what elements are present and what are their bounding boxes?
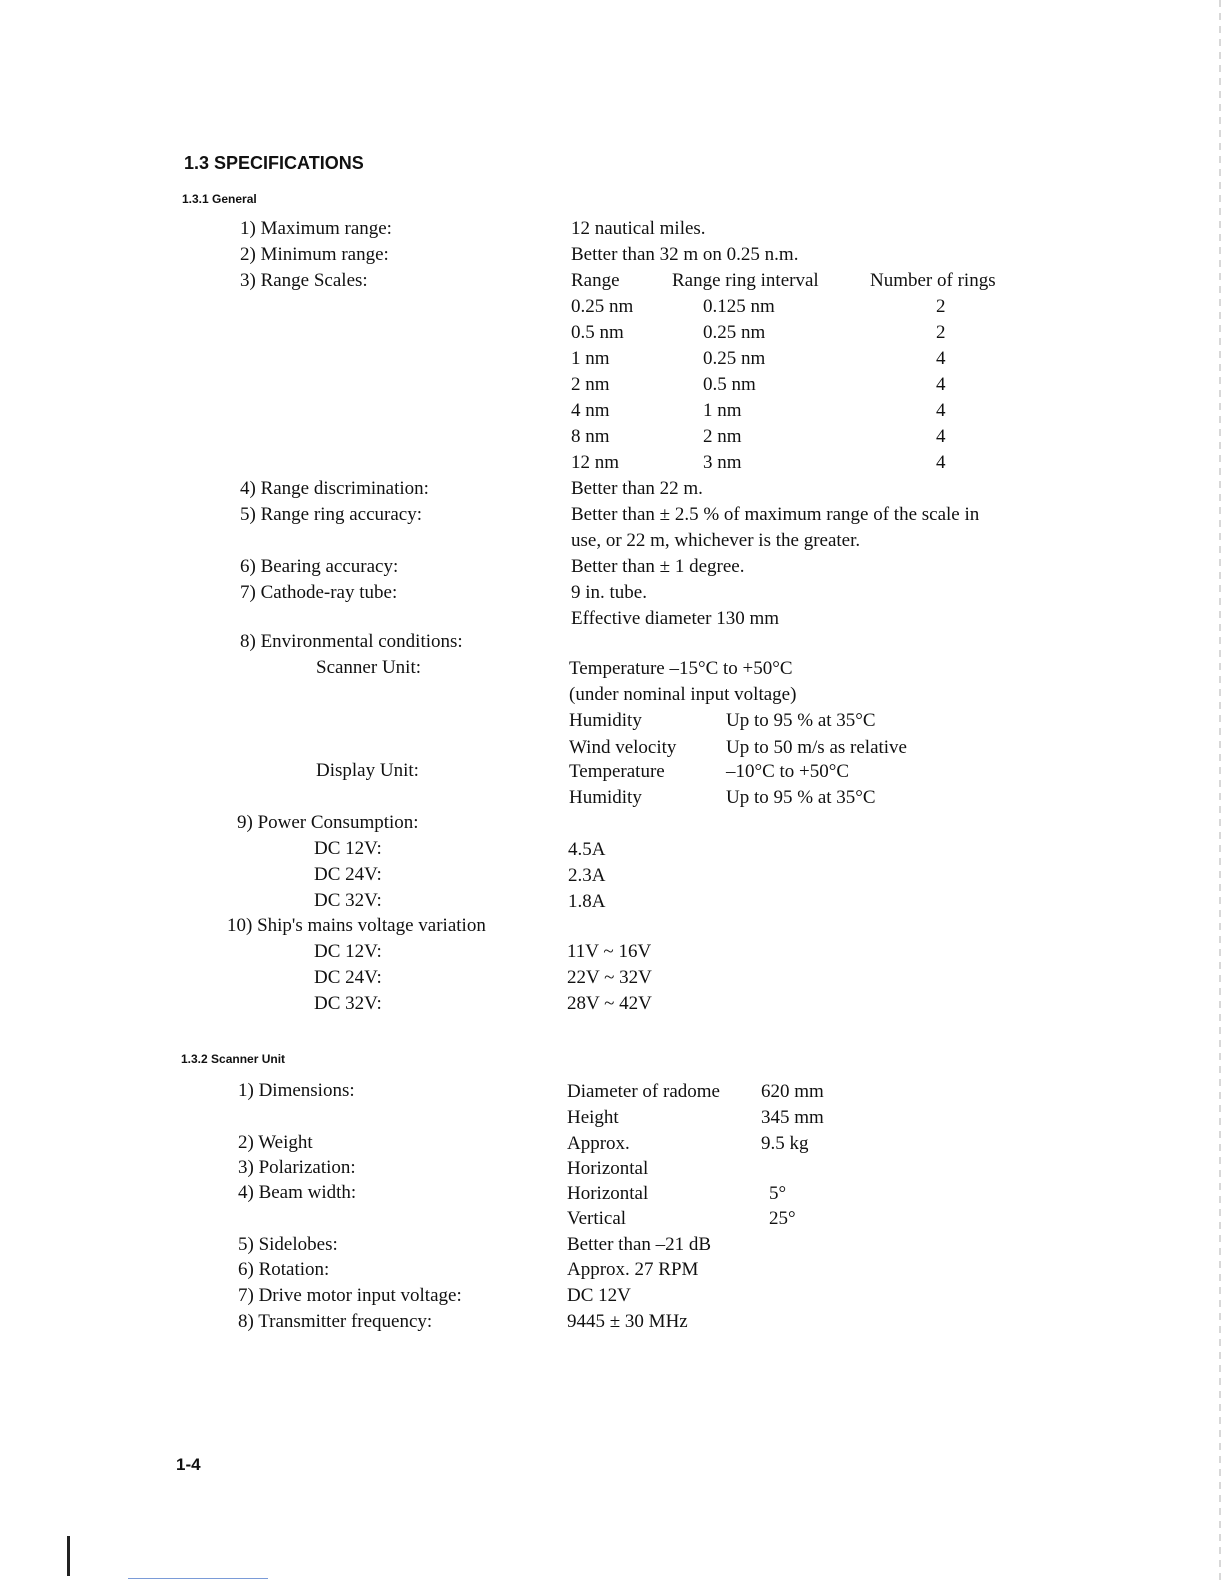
max-range-value: 12 nautical miles. <box>571 218 706 239</box>
beam-width-key-1: Horizontal <box>567 1183 649 1204</box>
dimensions-key-2: Height <box>567 1107 619 1128</box>
table-cell-range: 0.5 nm <box>571 322 624 343</box>
table-cell-interval: 2 nm <box>703 426 742 447</box>
min-range-label: 2) Minimum range: <box>240 244 389 265</box>
beam-width-label: 4) Beam width: <box>238 1182 357 1203</box>
table-cell-interval: 3 nm <box>703 452 742 473</box>
table-header-range: Range <box>571 270 620 291</box>
power-dc32-value: 1.8A <box>568 891 606 912</box>
display-humidity-value: Up to 95 % at 35°C <box>726 787 876 808</box>
scanner-unit-label: Scanner Unit: <box>316 657 422 678</box>
rotation-label: 6) Rotation: <box>238 1259 330 1280</box>
weight-value: 9.5 kg <box>761 1133 809 1154</box>
power-dc12-label: DC 12V: <box>314 838 382 859</box>
display-temp-label: Temperature <box>569 761 665 782</box>
rotation-value: Approx. 27 RPM <box>567 1259 699 1280</box>
min-range-value: Better than 32 m on 0.25 n.m. <box>571 244 799 265</box>
sidelobes-label: 5) Sidelobes: <box>238 1234 338 1255</box>
table-cell-interval: 0.25 nm <box>703 348 766 369</box>
beam-width-value-1: 5° <box>769 1183 787 1204</box>
table-header-interval: Range ring interval <box>672 270 819 291</box>
mains-label: 10) Ship's mains voltage variation <box>227 915 486 936</box>
table-cell-rings: 4 <box>936 452 946 473</box>
wind-label: Wind velocity <box>569 737 677 758</box>
page-number: 1-4 <box>176 1455 201 1474</box>
polarization-value: Horizontal <box>567 1158 649 1179</box>
table-cell-range: 1 nm <box>571 348 610 369</box>
dimensions-label: 1) Dimensions: <box>238 1080 355 1101</box>
wind-value: Up to 50 m/s as relative <box>726 737 907 758</box>
range-ring-accuracy-label: 5) Range ring accuracy: <box>240 504 422 525</box>
mains-dc24-value: 22V ~ 32V <box>567 967 652 988</box>
table-cell-interval: 1 nm <box>703 400 742 421</box>
display-unit-label: Display Unit: <box>316 760 419 781</box>
table-cell-rings: 4 <box>936 374 946 395</box>
weight-key: Approx. <box>567 1133 630 1154</box>
mains-dc32-label: DC 32V: <box>314 993 382 1014</box>
crt-value-1: 9 in. tube. <box>571 582 647 603</box>
mains-dc12-label: DC 12V: <box>314 941 382 962</box>
bearing-accuracy-value: Better than ± 1 degree. <box>571 556 745 577</box>
power-dc24-label: DC 24V: <box>314 864 382 885</box>
beam-width-key-2: Vertical <box>567 1208 627 1229</box>
range-discrimination-value: Better than 22 m. <box>571 478 703 499</box>
power-dc12-value: 4.5A <box>568 839 606 860</box>
scanner-humidity-value: Up to 95 % at 35°C <box>726 710 876 731</box>
scan-edge-line <box>1219 0 1221 1585</box>
display-temp-value: –10°C to +50°C <box>726 761 850 782</box>
scanner-note: (under nominal input voltage) <box>569 684 797 705</box>
dimensions-value-1: 620 mm <box>761 1081 824 1102</box>
table-cell-interval: 0.25 nm <box>703 322 766 343</box>
scan-underline-mark <box>128 1578 268 1579</box>
table-cell-interval: 0.5 nm <box>703 374 756 395</box>
table-cell-range: 2 nm <box>571 374 610 395</box>
scanner-heading: 1.3.2 Scanner Unit <box>181 1052 286 1066</box>
table-cell-rings: 4 <box>936 348 946 369</box>
table-cell-range: 12 nm <box>571 452 620 473</box>
crt-value-2: Effective diameter 130 mm <box>571 608 780 629</box>
range-discrimination-label: 4) Range discrimination: <box>240 478 429 499</box>
tx-freq-value: 9445 ± 30 MHz <box>567 1311 688 1332</box>
mains-dc24-label: DC 24V: <box>314 967 382 988</box>
range-scales-label: 3) Range Scales: <box>240 270 368 291</box>
table-cell-rings: 2 <box>936 296 946 317</box>
power-dc32-label: DC 32V: <box>314 890 382 911</box>
table-header-rings: Number of rings <box>870 270 996 291</box>
section-title: 1.3 SPECIFICATIONS <box>184 153 364 173</box>
table-cell-rings: 4 <box>936 400 946 421</box>
beam-width-value-2: 25° <box>769 1208 796 1229</box>
environment-label: 8) Environmental conditions: <box>240 631 463 652</box>
max-range-label: 1) Maximum range: <box>240 218 392 239</box>
table-cell-range: 0.25 nm <box>571 296 634 317</box>
table-cell-range: 4 nm <box>571 400 610 421</box>
scanner-temp: Temperature –15°C to +50°C <box>569 658 793 679</box>
scan-corner-mark <box>67 1536 70 1576</box>
mains-dc32-value: 28V ~ 42V <box>567 993 652 1014</box>
drive-motor-value: DC 12V <box>567 1285 631 1306</box>
power-label: 9) Power Consumption: <box>237 812 419 833</box>
bearing-accuracy-label: 6) Bearing accuracy: <box>240 556 399 577</box>
mains-dc12-value: 11V ~ 16V <box>567 941 652 962</box>
range-ring-accuracy-value-1: Better than ± 2.5 % of maximum range of the scale in <box>571 504 980 525</box>
power-dc24-value: 2.3A <box>568 865 606 886</box>
dimensions-key-1: Diameter of radome <box>567 1081 720 1102</box>
table-cell-rings: 2 <box>936 322 946 343</box>
drive-motor-label: 7) Drive motor input voltage: <box>238 1285 462 1306</box>
table-cell-rings: 4 <box>936 426 946 447</box>
display-humidity-label: Humidity <box>569 787 642 808</box>
range-ring-accuracy-value-2: use, or 22 m, whichever is the greater. <box>571 530 861 551</box>
tx-freq-label: 8) Transmitter frequency: <box>238 1311 433 1332</box>
sidelobes-value: Better than –21 dB <box>567 1234 712 1255</box>
crt-label: 7) Cathode-ray tube: <box>240 582 398 603</box>
table-cell-interval: 0.125 nm <box>703 296 775 317</box>
dimensions-value-2: 345 mm <box>761 1107 824 1128</box>
general-heading: 1.3.1 General <box>182 192 257 206</box>
weight-label: 2) Weight <box>238 1132 313 1153</box>
scanner-humidity-label: Humidity <box>569 710 642 731</box>
polarization-label: 3) Polarization: <box>238 1157 356 1178</box>
table-cell-range: 8 nm <box>571 426 610 447</box>
